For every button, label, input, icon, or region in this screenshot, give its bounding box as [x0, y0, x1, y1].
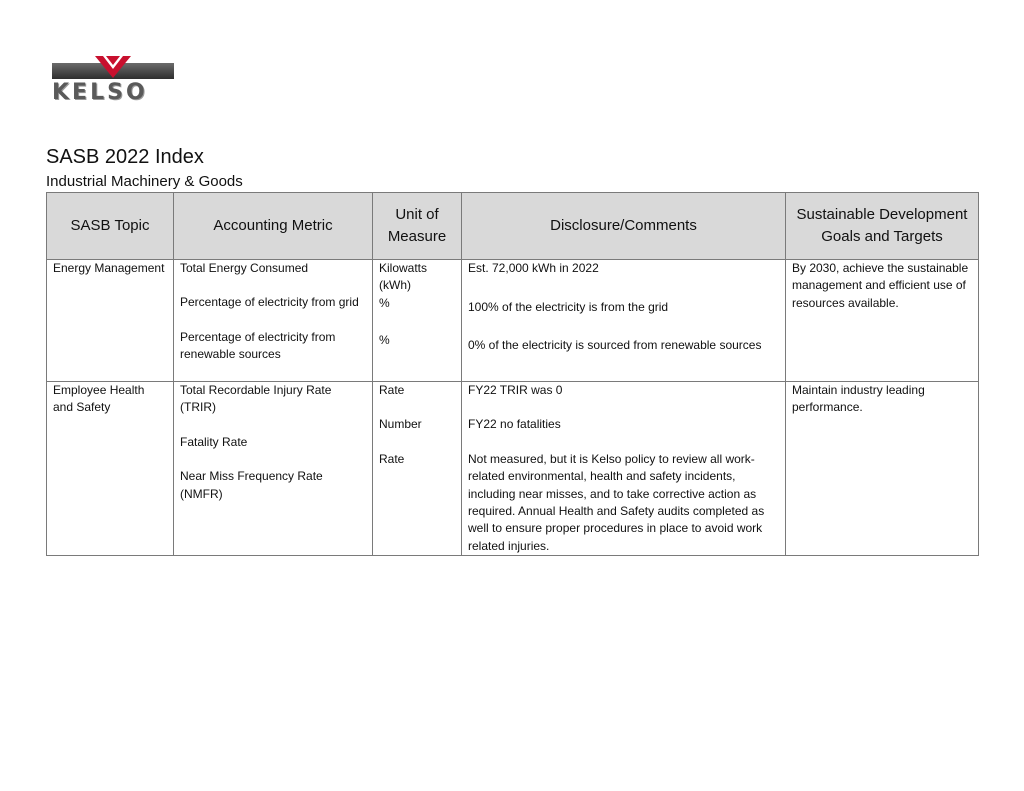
- unit-text: %: [379, 295, 390, 310]
- topic-text: Employee Health and Safety: [53, 383, 145, 415]
- unit-cell: [373, 382, 462, 556]
- header-sasb-topic: SASB Topic: [47, 193, 174, 260]
- metric-cell: [174, 382, 373, 556]
- disclosure-text: 0% of the electricity is sourced from renewable sources: [468, 337, 762, 352]
- topic-text: Energy Management: [53, 261, 165, 275]
- page-title: SASB 2022 Index: [46, 146, 204, 168]
- unit-cell: [373, 260, 462, 382]
- disclosure-cell: [462, 260, 786, 382]
- topic-cell: [47, 382, 174, 556]
- unit-text: %: [379, 333, 390, 348]
- page-subtitle: Industrial Machinery & Goods: [46, 173, 243, 190]
- unit-text: Number: [379, 417, 422, 432]
- header-sdg-targets: Sustainable Development Goals and Targets: [786, 193, 979, 260]
- table-row: [47, 260, 979, 382]
- unit-text: Rate: [379, 383, 405, 397]
- disclosure-text: Est. 72,000 kWh in 2022: [468, 261, 599, 275]
- table-header-row: [47, 193, 979, 260]
- metric-text: Near Miss Frequency Rate (NMFR): [180, 469, 323, 501]
- metric-text: Total Recordable Injury Rate (TRIR): [180, 383, 332, 415]
- logo-chevron-icon: [95, 56, 131, 82]
- metric-text: Percentage of electricity from renewable sources: [180, 329, 336, 362]
- disclosure-text: Not measured, but it is Kelso policy to review all work-related environmental, health and safety incidents, including near misses, and to take corrective action as required. Annual Health and Safety audits completed as well to ensure proper procedures in place to avoid work related injuries.: [468, 451, 765, 553]
- sdg-cell: [786, 382, 979, 556]
- sdg-text: By 2030, achieve the sustainable management and efficient use of resources available.: [792, 261, 969, 310]
- unit-text: Rate: [379, 451, 405, 466]
- disclosure-text: FY22 TRIR was 0: [468, 383, 563, 397]
- disclosure-text: FY22 no fatalities: [468, 417, 561, 432]
- logo-text: KELSO: [52, 80, 148, 105]
- metric-text: Total Energy Consumed: [180, 261, 309, 275]
- unit-text: Kilowatts (kWh): [379, 261, 428, 293]
- sdg-text: Maintain industry leading performance.: [792, 383, 925, 415]
- table-row: [47, 382, 979, 556]
- topic-cell: [47, 260, 174, 382]
- header-unit-of-measure: Unit of Measure: [373, 193, 462, 260]
- kelso-logo: [52, 56, 174, 106]
- header-accounting-metric: Accounting Metric: [174, 193, 373, 260]
- disclosure-text: 100% of the electricity is from the grid: [468, 300, 669, 315]
- metric-text: Fatality Rate: [180, 434, 248, 449]
- sasb-index-table: [46, 192, 979, 556]
- disclosure-cell: [462, 382, 786, 556]
- metric-text: Percentage of electricity from grid: [180, 295, 359, 310]
- sdg-cell: [786, 260, 979, 382]
- header-disclosure-comments: Disclosure/Comments: [462, 193, 786, 260]
- metric-cell: [174, 260, 373, 382]
